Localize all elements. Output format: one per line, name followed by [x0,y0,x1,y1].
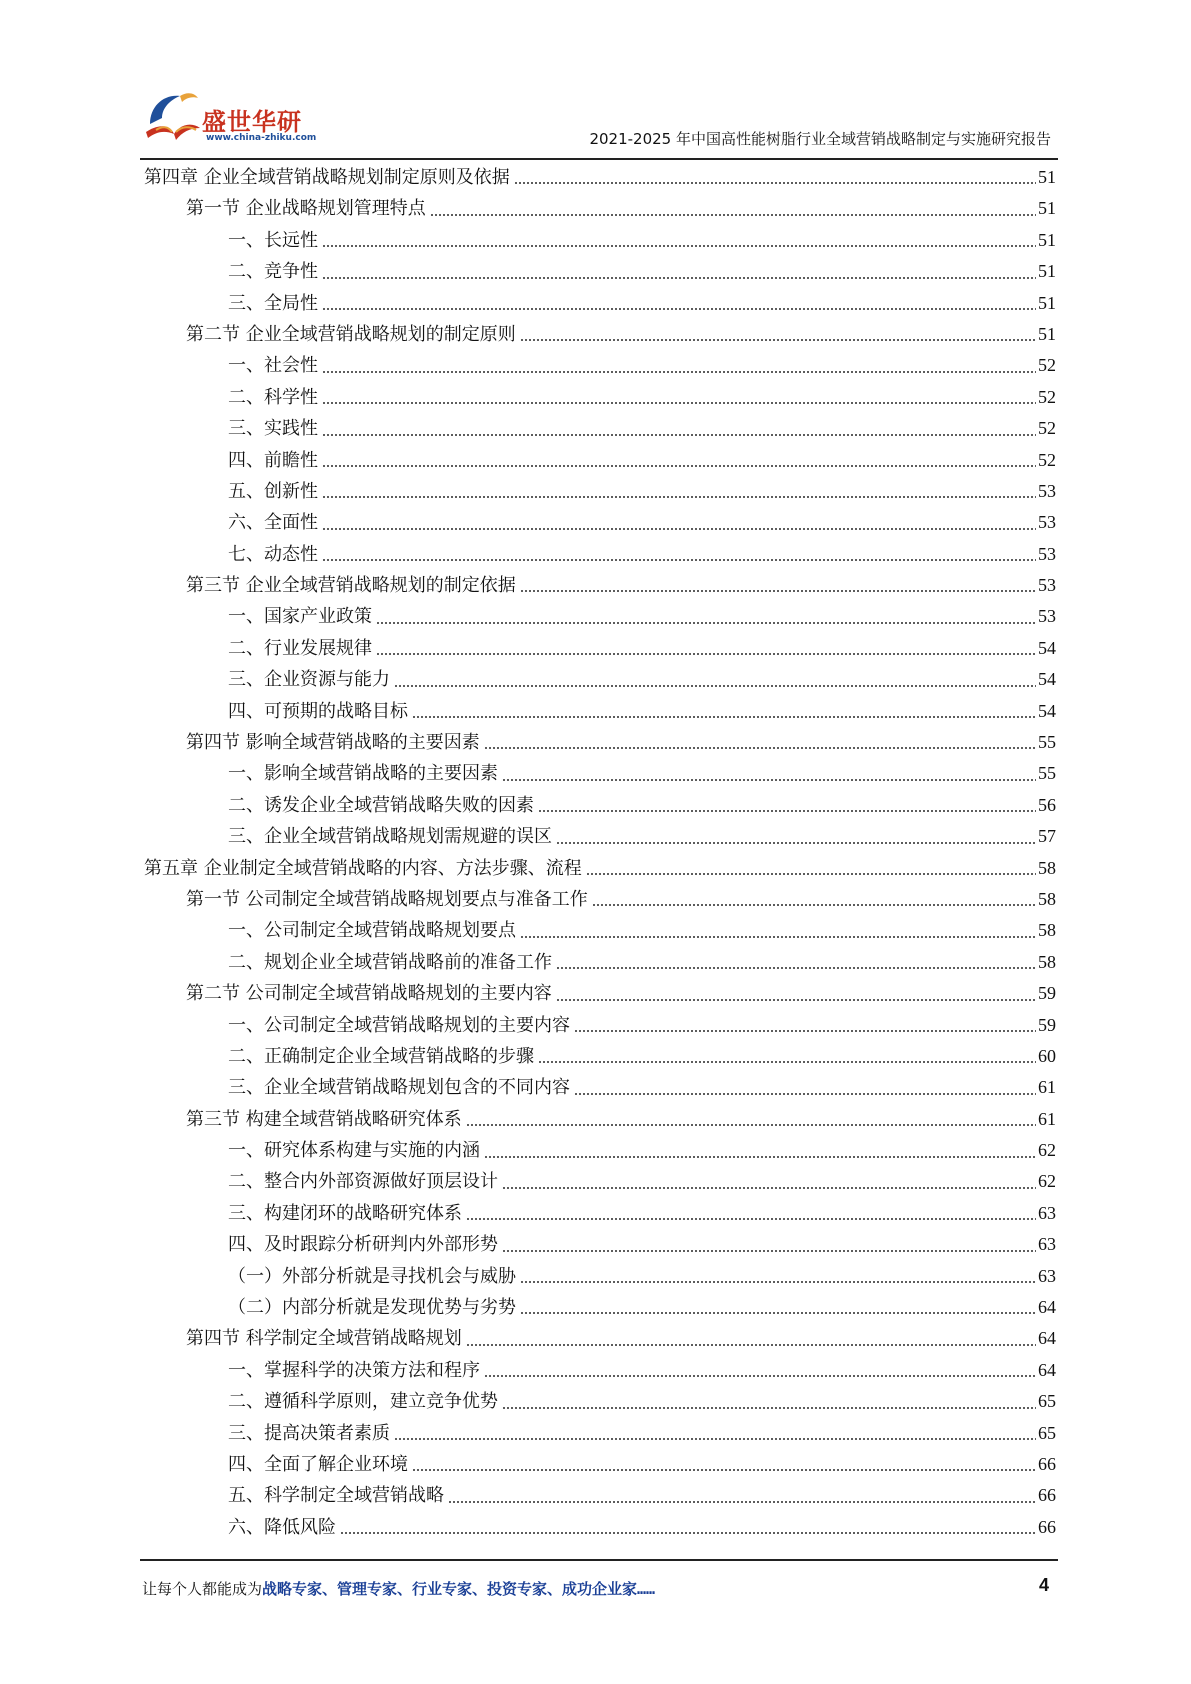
toc-entry[interactable] [144,1135,1056,1166]
toc-dot-leader [376,621,1036,625]
toc-entry[interactable] [144,1355,1056,1386]
toc-dot-leader [322,370,1036,374]
toc-entry[interactable] [144,1041,1056,1072]
toc-entry-title: 二、竞争性 [228,261,318,283]
toc-entry-title: 一、掌握科学的决策方法和程序 [228,1359,480,1381]
toc-entry-title: 四、可预期的战略目标 [228,700,408,722]
toc-entry-page: 58 [1038,888,1056,909]
toc-dot-leader [412,715,1036,719]
toc-entry-page: 57 [1038,826,1056,847]
toc-entry[interactable] [144,539,1056,570]
toc-dot-leader [574,1029,1036,1033]
toc-entry[interactable] [144,1010,1056,1041]
toc-entry-page: 53 [1038,575,1056,596]
toc-entry-title: 一、社会性 [228,355,318,377]
logo-name: 盛世华研 [202,108,302,136]
slogan-lead: 让每个人都能成为 [142,1580,263,1598]
toc-entry-title: 六、降低风险 [228,1516,336,1538]
toc-entry-page: 63 [1038,1234,1056,1255]
toc-entry-title: 第一节 公司制定全域营销战略规划要点与准备工作 [186,888,588,910]
toc-dot-leader [340,1531,1036,1535]
toc-dot-leader [394,684,1036,688]
toc-entry-page: 52 [1038,386,1056,407]
toc-entry-title: 一、公司制定全域营销战略规划的主要内容 [228,1014,570,1036]
toc-entry-title: 四、全面了解企业环境 [228,1454,408,1475]
toc-entry-title: 二、规划企业全域营销战略前的准备工作 [228,951,552,973]
toc-dot-leader [502,1406,1036,1410]
toc-entry-title: 二、遵循科学原则，建立竞争优势 [228,1391,498,1413]
toc-dot-leader [484,1155,1036,1159]
toc-entry-title: 六、全面性 [228,512,318,534]
toc-entry[interactable] [144,1292,1056,1323]
toc-dot-leader [502,778,1036,782]
toc-dot-leader [412,1468,1036,1472]
toc-entry[interactable] [144,1167,1056,1198]
table-of-contents [144,162,1056,1543]
toc-entry-page: 51 [1038,229,1056,250]
toc-entry-title: 四、前瞻性 [228,449,318,471]
toc-dot-leader [556,966,1036,970]
toc-entry-page: 64 [1038,1359,1056,1380]
report-title: 2021-2025 年中国高性能树脂行业全域营销战略制定与实施研究报告 [589,130,1051,148]
toc-entry-title: 第三节 企业全域营销战略规划的制定依据 [186,575,516,597]
toc-entry-page: 51 [1038,166,1056,187]
toc-dot-leader [556,998,1036,1002]
toc-dot-leader [538,809,1036,813]
page-header [0,0,1191,160]
company-logo [140,84,317,148]
toc-entry-title: 第一节 企业战略规划管理特点 [186,198,426,220]
toc-entry-page: 58 [1038,951,1056,972]
toc-entry-page: 53 [1038,480,1056,501]
toc-entry-page: 56 [1038,794,1056,815]
toc-entry-page: 63 [1038,1265,1056,1286]
toc-entry-title: 三、全局性 [228,292,318,314]
toc-entry[interactable] [144,1449,1056,1480]
toc-entry-title: 五、创新性 [228,480,318,502]
toc-entry-page: 64 [1038,1328,1056,1349]
toc-dot-leader [322,276,1036,280]
toc-entry[interactable] [144,1512,1056,1543]
toc-entry[interactable] [144,1198,1056,1229]
toc-entry[interactable] [144,947,1056,978]
toc-entry-page: 59 [1038,983,1056,1004]
toc-entry-title: 第五章 企业制定全域营销战略的内容、方法步骤、流程 [144,857,582,879]
toc-entry[interactable] [144,853,1056,884]
toc-entry[interactable] [144,319,1056,350]
toc-dot-leader [520,589,1036,593]
toc-dot-leader [502,1186,1036,1190]
toc-dot-leader [484,1374,1036,1378]
toc-entry-title: 三、企业资源与能力 [228,669,390,691]
toc-entry-page: 51 [1038,198,1056,219]
logo-emblem-icon [140,84,204,148]
toc-entry-page: 53 [1038,543,1056,564]
toc-entry[interactable] [144,1072,1056,1103]
toc-entry-page: 66 [1038,1516,1056,1537]
toc-dot-leader [514,181,1036,185]
toc-dot-leader [322,527,1036,531]
toc-entry-title: 一、长远性 [228,229,318,251]
toc-entry-title: 三、企业全域营销战略规划需规避的误区 [228,826,552,848]
toc-entry-title: 三、实践性 [228,418,318,440]
toc-entry-title: 一、研究体系构建与实施的内涵 [228,1140,480,1162]
toc-entry-page: 64 [1038,1297,1056,1318]
toc-entry[interactable] [144,727,1056,758]
toc-entry-title: 二、正确制定企业全域营销战略的步骤 [228,1045,534,1067]
toc-entry-title: 第四节 影响全域营销战略的主要因素 [186,732,480,754]
toc-dot-leader [466,1343,1036,1347]
toc-entry[interactable] [144,382,1056,413]
toc-entry[interactable] [144,1386,1056,1417]
toc-entry[interactable] [144,915,1056,946]
toc-entry[interactable] [144,256,1056,287]
toc-dot-leader [484,746,1036,750]
toc-entry-title: 三、企业全域营销战略规划包含的不同内容 [228,1077,570,1099]
toc-entry[interactable] [144,1323,1056,1354]
toc-entry-page: 52 [1038,355,1056,376]
toc-dot-leader [466,1217,1036,1221]
toc-entry[interactable] [144,664,1056,695]
toc-entry[interactable] [144,1418,1056,1449]
toc-entry-page: 59 [1038,1014,1056,1035]
toc-entry[interactable] [144,790,1056,821]
toc-entry-title: 四、及时跟踪分析研判内外部形势 [228,1234,498,1256]
toc-dot-leader [586,872,1036,876]
toc-entry[interactable] [144,601,1056,632]
toc-dot-leader [322,558,1036,562]
toc-entry-title: 五、科学制定全域营销战略 [228,1485,444,1507]
toc-entry[interactable] [144,570,1056,601]
toc-entry[interactable] [144,1261,1056,1292]
toc-entry-page: 54 [1038,700,1056,721]
toc-dot-leader [376,652,1036,656]
toc-entry-page: 66 [1038,1454,1056,1474]
toc-entry[interactable] [144,758,1056,789]
toc-entry-page: 62 [1038,1140,1056,1161]
toc-dot-leader [394,1437,1036,1441]
toc-entry[interactable] [144,193,1056,224]
toc-dot-leader [502,1249,1036,1253]
toc-dot-leader [322,464,1036,468]
toc-entry-page: 52 [1038,418,1056,439]
toc-entry-title: 二、行业发展规律 [228,637,372,659]
toc-entry[interactable] [144,476,1056,507]
toc-entry-page: 66 [1038,1485,1056,1506]
toc-dot-leader [322,244,1036,248]
toc-dot-leader [556,841,1036,845]
header-divider [140,158,1058,160]
toc-dot-leader [574,1092,1036,1096]
toc-entry-page: 65 [1038,1391,1056,1412]
logo-url: www.china-zhiku.com [206,133,317,143]
toc-entry[interactable] [144,1229,1056,1260]
page-number: 4 [1038,1575,1049,1595]
toc-dot-leader [592,903,1036,907]
toc-dot-leader [322,495,1036,499]
toc-dot-leader [322,401,1036,405]
toc-dot-leader [520,935,1036,939]
toc-entry-page: 60 [1038,1045,1056,1066]
toc-entry-title: 一、影响全域营销战略的主要因素 [228,763,498,785]
toc-dot-leader [520,1311,1036,1315]
toc-entry-title: 第三节 构建全域营销战略研究体系 [186,1108,462,1130]
toc-entry-title: 第二节 企业全域营销战略规划的制定原则 [186,323,516,345]
toc-entry-page: 51 [1038,261,1056,282]
toc-entry-title: 二、诱发企业全域营销战略失败的因素 [228,794,534,816]
footer-slogan [142,1578,655,1599]
toc-entry-page: 51 [1038,292,1056,313]
toc-entry-page: 58 [1038,920,1056,941]
toc-entry-page: 55 [1038,732,1056,753]
toc-dot-leader [466,1123,1036,1127]
toc-dot-leader [520,1280,1036,1284]
toc-entry-page: 52 [1038,449,1056,470]
toc-entry-title: 二、科学性 [228,386,318,408]
toc-entry[interactable] [144,978,1056,1009]
toc-entry[interactable] [144,162,1056,193]
toc-entry-page: 61 [1038,1108,1056,1129]
toc-entry-title: 第四节 科学制定全域营销战略规划 [186,1328,462,1350]
toc-entry[interactable] [144,288,1056,319]
toc-entry-title: 七、动态性 [228,543,318,565]
toc-entry-title: （二）内部分析就是发现优势与劣势 [228,1297,516,1319]
toc-entry[interactable] [144,225,1056,256]
toc-dot-leader [430,213,1036,217]
toc-entry[interactable] [144,821,1056,852]
toc-entry[interactable] [144,1480,1056,1511]
toc-entry-page: 53 [1038,606,1056,627]
toc-entry[interactable] [144,1104,1056,1135]
toc-entry-page: 53 [1038,512,1056,533]
toc-entry-page: 54 [1038,637,1056,658]
toc-entry-title: 一、国家产业政策 [228,606,372,628]
toc-entry[interactable] [144,445,1056,476]
toc-entry-page: 63 [1038,1202,1056,1223]
toc-entry-title: 二、整合内外部资源做好顶层设计 [228,1171,498,1193]
toc-entry-title: 一、公司制定全域营销战略规划要点 [228,920,516,942]
footer-divider [140,1559,1058,1561]
toc-entry-page: 54 [1038,669,1056,690]
toc-entry-title: （一）外部分析就是寻找机会与威胁 [228,1265,516,1287]
toc-dot-leader [322,433,1036,437]
toc-entry[interactable] [144,413,1056,444]
toc-entry-title: 三、提高决策者素质 [228,1422,390,1444]
toc-entry[interactable] [144,633,1056,664]
toc-entry[interactable] [144,507,1056,538]
toc-entry-page: 61 [1038,1077,1056,1098]
toc-dot-leader [448,1500,1036,1504]
toc-entry-title: 第二节 公司制定全域营销战略规划的主要内容 [186,983,552,1005]
toc-dot-leader [520,338,1036,342]
toc-entry-page: 62 [1038,1171,1056,1192]
toc-entry[interactable] [144,350,1056,381]
toc-entry[interactable] [144,884,1056,915]
slogan-highlight: 战略专家、管理专家、行业专家、投资专家、成功企业家…… [262,1580,656,1598]
toc-entry-page: 58 [1038,857,1056,878]
toc-dot-leader [538,1060,1036,1064]
toc-dot-leader [322,307,1036,311]
toc-entry-title: 第四章 企业全域营销战略规划制定原则及依据 [144,166,510,188]
toc-entry-page: 65 [1038,1422,1056,1443]
toc-entry-page: 51 [1038,323,1056,344]
toc-entry[interactable] [144,696,1056,727]
toc-entry-title: 三、构建闭环的战略研究体系 [228,1202,462,1224]
toc-entry-page: 55 [1038,763,1056,784]
